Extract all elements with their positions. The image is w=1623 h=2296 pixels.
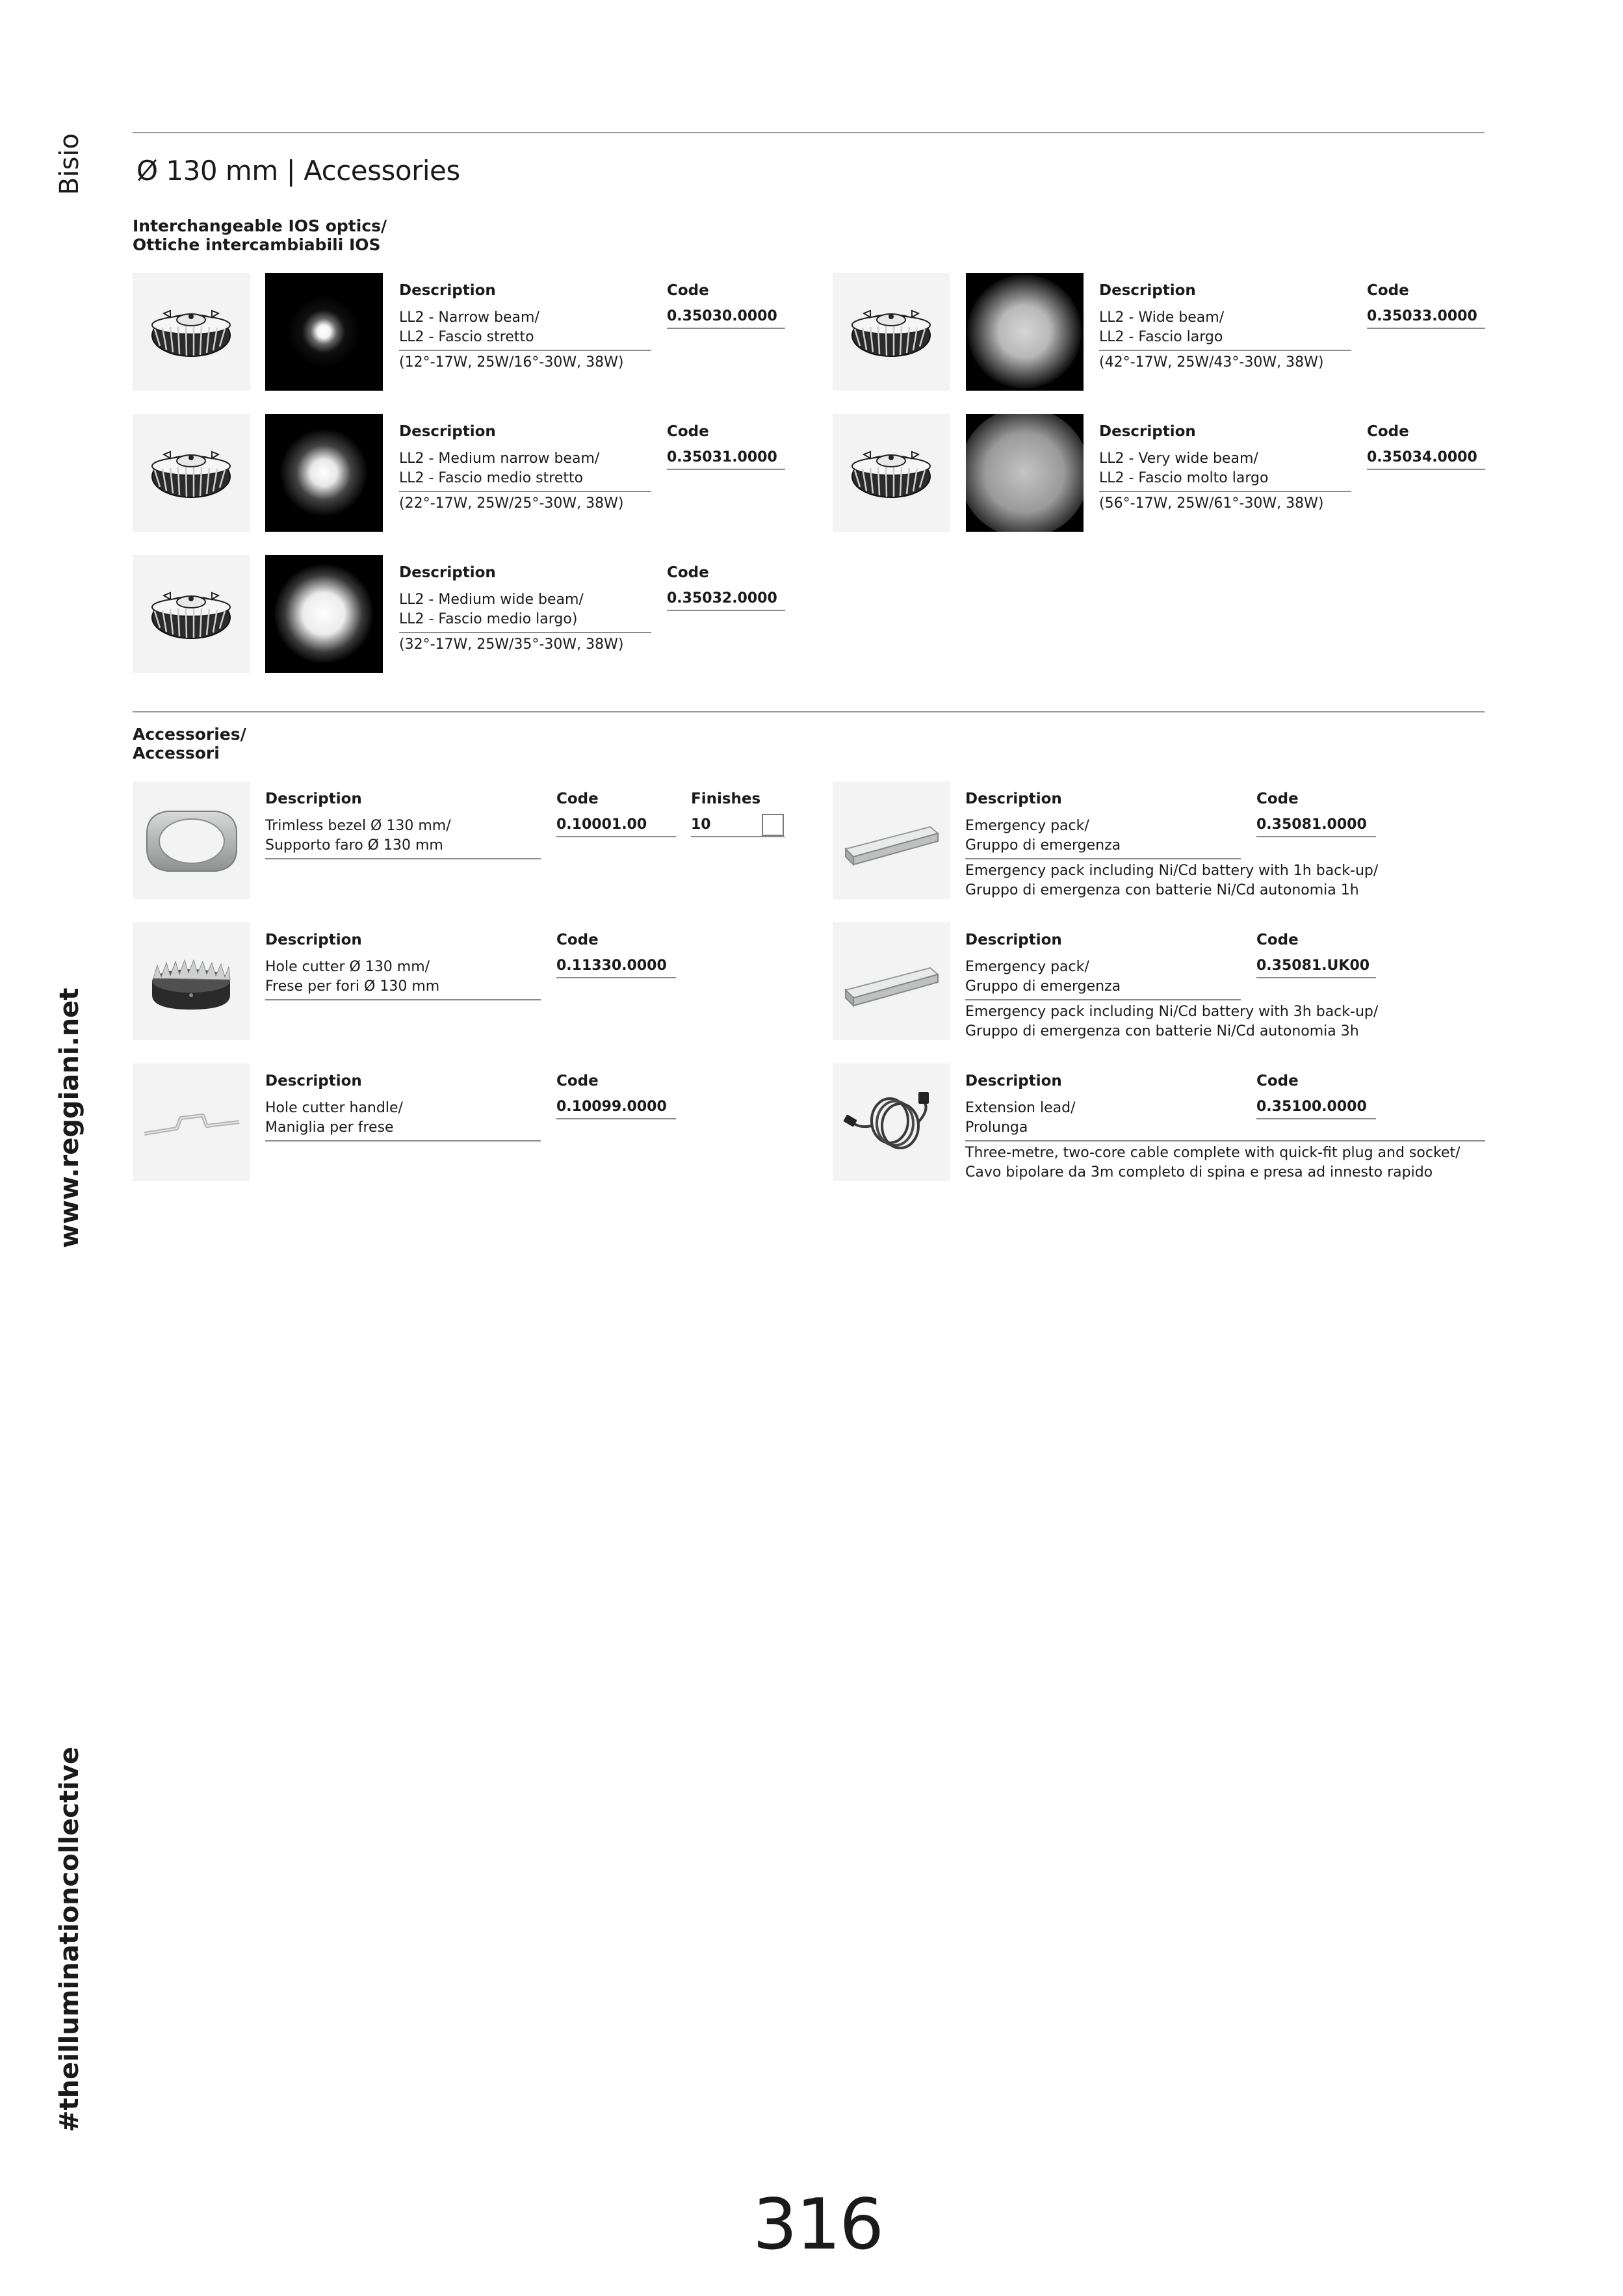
description-line2: LL2 - Fascio molto largo (1099, 470, 1269, 486)
optic-description (399, 449, 599, 488)
finish-swatch-white[interactable] (762, 814, 784, 836)
trimless-bezel-icon (133, 781, 250, 899)
accessory-description (965, 958, 1121, 997)
hole-cutter-handle-icon (133, 1063, 250, 1181)
code-header: Code (1256, 932, 1299, 948)
code-underline (556, 1118, 676, 1119)
note-line2: Gruppo di emergenza con batterie Ni/Cd autonomia 1h (965, 882, 1359, 898)
light-beam-icon (265, 414, 383, 532)
accessory-description (265, 958, 439, 997)
page-number: 316 (753, 2184, 883, 2265)
description-header: Description (399, 564, 496, 581)
code-underline (667, 610, 785, 611)
brand-label: Bisio (55, 133, 84, 195)
section-rule (133, 711, 1485, 712)
beam-preview-medium-narrow (265, 414, 383, 532)
product-code: 0.35032.0000 (667, 590, 777, 607)
description-line1: Trimless bezel Ø 130 mm/ (265, 818, 451, 834)
optic-reflector-image (133, 414, 250, 532)
code-underline (1256, 1118, 1376, 1119)
code-underline (1256, 836, 1376, 837)
accessory-note (965, 1143, 1460, 1182)
description-line2: Gruppo di emergenza (965, 978, 1121, 995)
accessories-heading (133, 725, 246, 763)
description-line2: Maniglia per frese (265, 1119, 394, 1136)
description-line2: Frese per fori Ø 130 mm (265, 978, 440, 995)
product-code: 0.10001.00 (556, 816, 647, 833)
description-line1: Emergency pack/ (965, 818, 1089, 834)
accessory-description (265, 1099, 403, 1138)
note-line2: Gruppo di emergenza con batterie Ni/Cd autonomia 3h (965, 1023, 1359, 1039)
description-line2: LL2 - Fascio medio largo) (399, 611, 578, 627)
optics-heading (133, 216, 387, 254)
note-line1: Emergency pack including Ni/Cd battery with 1h back-up/ (965, 863, 1379, 879)
note-line1: Emergency pack including Ni/Cd battery with 3h back-up/ (965, 1004, 1379, 1020)
description-line1: Hole cutter handle/ (265, 1100, 403, 1116)
optic-description (1099, 449, 1268, 488)
reflector-icon (833, 273, 950, 391)
description-line1: LL2 - Narrow beam/ (399, 309, 539, 326)
description-line1: LL2 - Medium narrow beam/ (399, 450, 600, 467)
light-beam-icon (966, 273, 1084, 391)
accessory-note (965, 861, 1378, 900)
note-line1: Three-metre, two-core cable complete with quick-fit plug and socket/ (965, 1145, 1461, 1161)
description-header: Description (965, 932, 1062, 948)
description-header: Description (399, 423, 496, 440)
code-underline (1367, 328, 1485, 329)
divider (399, 350, 651, 351)
divider (1099, 491, 1351, 492)
accessory-note (965, 1002, 1378, 1041)
optic-reflector-image (133, 555, 250, 673)
note-line2: Cavo bipolare da 3m completo di spina e presa ad innesto rapido (965, 1164, 1433, 1181)
description-header: Description (399, 282, 496, 299)
reflector-icon (833, 414, 950, 532)
code-header: Code (1367, 282, 1409, 299)
code-header: Code (1256, 1073, 1299, 1089)
product-code: 0.35100.0000 (1256, 1099, 1367, 1115)
code-header: Code (1367, 423, 1409, 440)
emergency-pack-icon (833, 922, 950, 1040)
description-line2: Prolunga (965, 1119, 1028, 1136)
code-underline (556, 977, 676, 978)
code-header: Code (667, 423, 709, 440)
optic-reflector-image (833, 273, 950, 391)
handle-image (133, 1063, 250, 1181)
finish-code: 10 (691, 816, 711, 833)
code-header: Code (556, 790, 599, 807)
divider (265, 999, 541, 1000)
bezel-image (133, 781, 250, 899)
hole-cutter-icon (133, 922, 250, 1040)
divider (965, 999, 1241, 1000)
description-line1: Emergency pack/ (965, 959, 1089, 975)
emergency-pack-image (833, 781, 950, 899)
product-code: 0.11330.0000 (556, 958, 667, 974)
hole-cutter-image (133, 922, 250, 1040)
code-header: Code (1256, 790, 1299, 807)
emergency-pack-image (833, 922, 950, 1040)
description-line1: Extension lead/ (965, 1100, 1076, 1116)
extension-lead-image (833, 1063, 950, 1181)
description-line1: LL2 - Wide beam/ (1099, 309, 1225, 326)
light-beam-icon (966, 414, 1084, 532)
beam-preview-very-wide (966, 414, 1084, 532)
description-line2: LL2 - Fascio largo (1099, 329, 1223, 345)
description-header: Description (265, 1073, 362, 1089)
description-line1: LL2 - Medium wide beam/ (399, 592, 584, 608)
optics-heading-line2: Ottiche intercambiabili IOS (133, 235, 381, 254)
product-code: 0.35081.UK00 (1256, 958, 1370, 974)
finish-underline (691, 836, 785, 837)
divider (965, 1140, 1485, 1141)
product-code: 0.35031.0000 (667, 449, 777, 465)
code-underline (556, 836, 676, 837)
top-rule (133, 132, 1485, 133)
extension-cable-icon (833, 1063, 950, 1181)
divider (965, 858, 1241, 859)
description-header: Description (265, 790, 362, 807)
description-line2: Supporto faro Ø 130 mm (265, 837, 443, 854)
code-underline (1256, 977, 1376, 978)
reflector-icon (133, 273, 250, 391)
code-underline (667, 469, 785, 470)
accessories-heading-line2: Accessori (133, 744, 220, 763)
reflector-icon (133, 555, 250, 673)
accessory-description (265, 816, 451, 855)
optic-description (1099, 308, 1224, 347)
optic-spec: (22°-17W, 25W/25°-30W, 38W) (399, 495, 624, 512)
optic-spec: (42°-17W, 25W/43°-30W, 38W) (1099, 354, 1324, 371)
divider (1099, 350, 1351, 351)
divider (265, 858, 541, 859)
code-header: Code (556, 932, 599, 948)
code-header: Code (667, 282, 709, 299)
divider (265, 1140, 541, 1141)
description-header: Description (1099, 423, 1196, 440)
accessory-description (965, 1099, 1076, 1138)
product-code: 0.35081.0000 (1256, 816, 1367, 833)
product-code: 0.35030.0000 (667, 308, 777, 324)
website-link[interactable]: www.reggiani.net (55, 987, 84, 1248)
divider (399, 632, 651, 633)
hashtag-label: #theilluminationcollective (55, 1747, 84, 2132)
description-line2: Gruppo di emergenza (965, 837, 1121, 854)
description-line2: LL2 - Fascio stretto (399, 329, 534, 345)
emergency-pack-icon (833, 781, 950, 899)
accessory-description (965, 816, 1121, 855)
code-header: Code (556, 1073, 599, 1089)
page-title: Ø 130 mm | Accessories (136, 155, 460, 187)
optic-spec: (12°-17W, 25W/16°-30W, 38W) (399, 354, 624, 371)
description-header: Description (965, 1073, 1062, 1089)
beam-preview-wide (966, 273, 1084, 391)
description-header: Description (265, 932, 362, 948)
optic-reflector-image (833, 414, 950, 532)
divider (399, 491, 651, 492)
optics-heading-line1: Interchangeable IOS optics/ (133, 216, 387, 235)
product-code: 0.10099.0000 (556, 1099, 667, 1115)
beam-preview-narrow (265, 273, 383, 391)
optic-spec: (56°-17W, 25W/61°-30W, 38W) (1099, 495, 1324, 512)
reflector-icon (133, 414, 250, 532)
code-underline (667, 328, 785, 329)
optic-description (399, 308, 539, 347)
beam-preview-medium-wide (265, 555, 383, 673)
finishes-header: Finishes (691, 790, 761, 807)
product-code: 0.35034.0000 (1367, 449, 1477, 465)
description-line2: LL2 - Fascio medio stretto (399, 470, 584, 486)
optic-reflector-image (133, 273, 250, 391)
description-line1: Hole cutter Ø 130 mm/ (265, 959, 430, 975)
light-beam-icon (265, 273, 383, 391)
description-line1: LL2 - Very wide beam/ (1099, 450, 1258, 467)
product-code: 0.35033.0000 (1367, 308, 1477, 324)
light-beam-icon (265, 555, 383, 673)
description-header: Description (1099, 282, 1196, 299)
description-header: Description (965, 790, 1062, 807)
code-underline (1367, 469, 1485, 470)
optic-spec: (32°-17W, 25W/35°-30W, 38W) (399, 636, 624, 653)
accessories-heading-line1: Accessories/ (133, 725, 246, 744)
optic-description (399, 590, 584, 629)
code-header: Code (667, 564, 709, 581)
